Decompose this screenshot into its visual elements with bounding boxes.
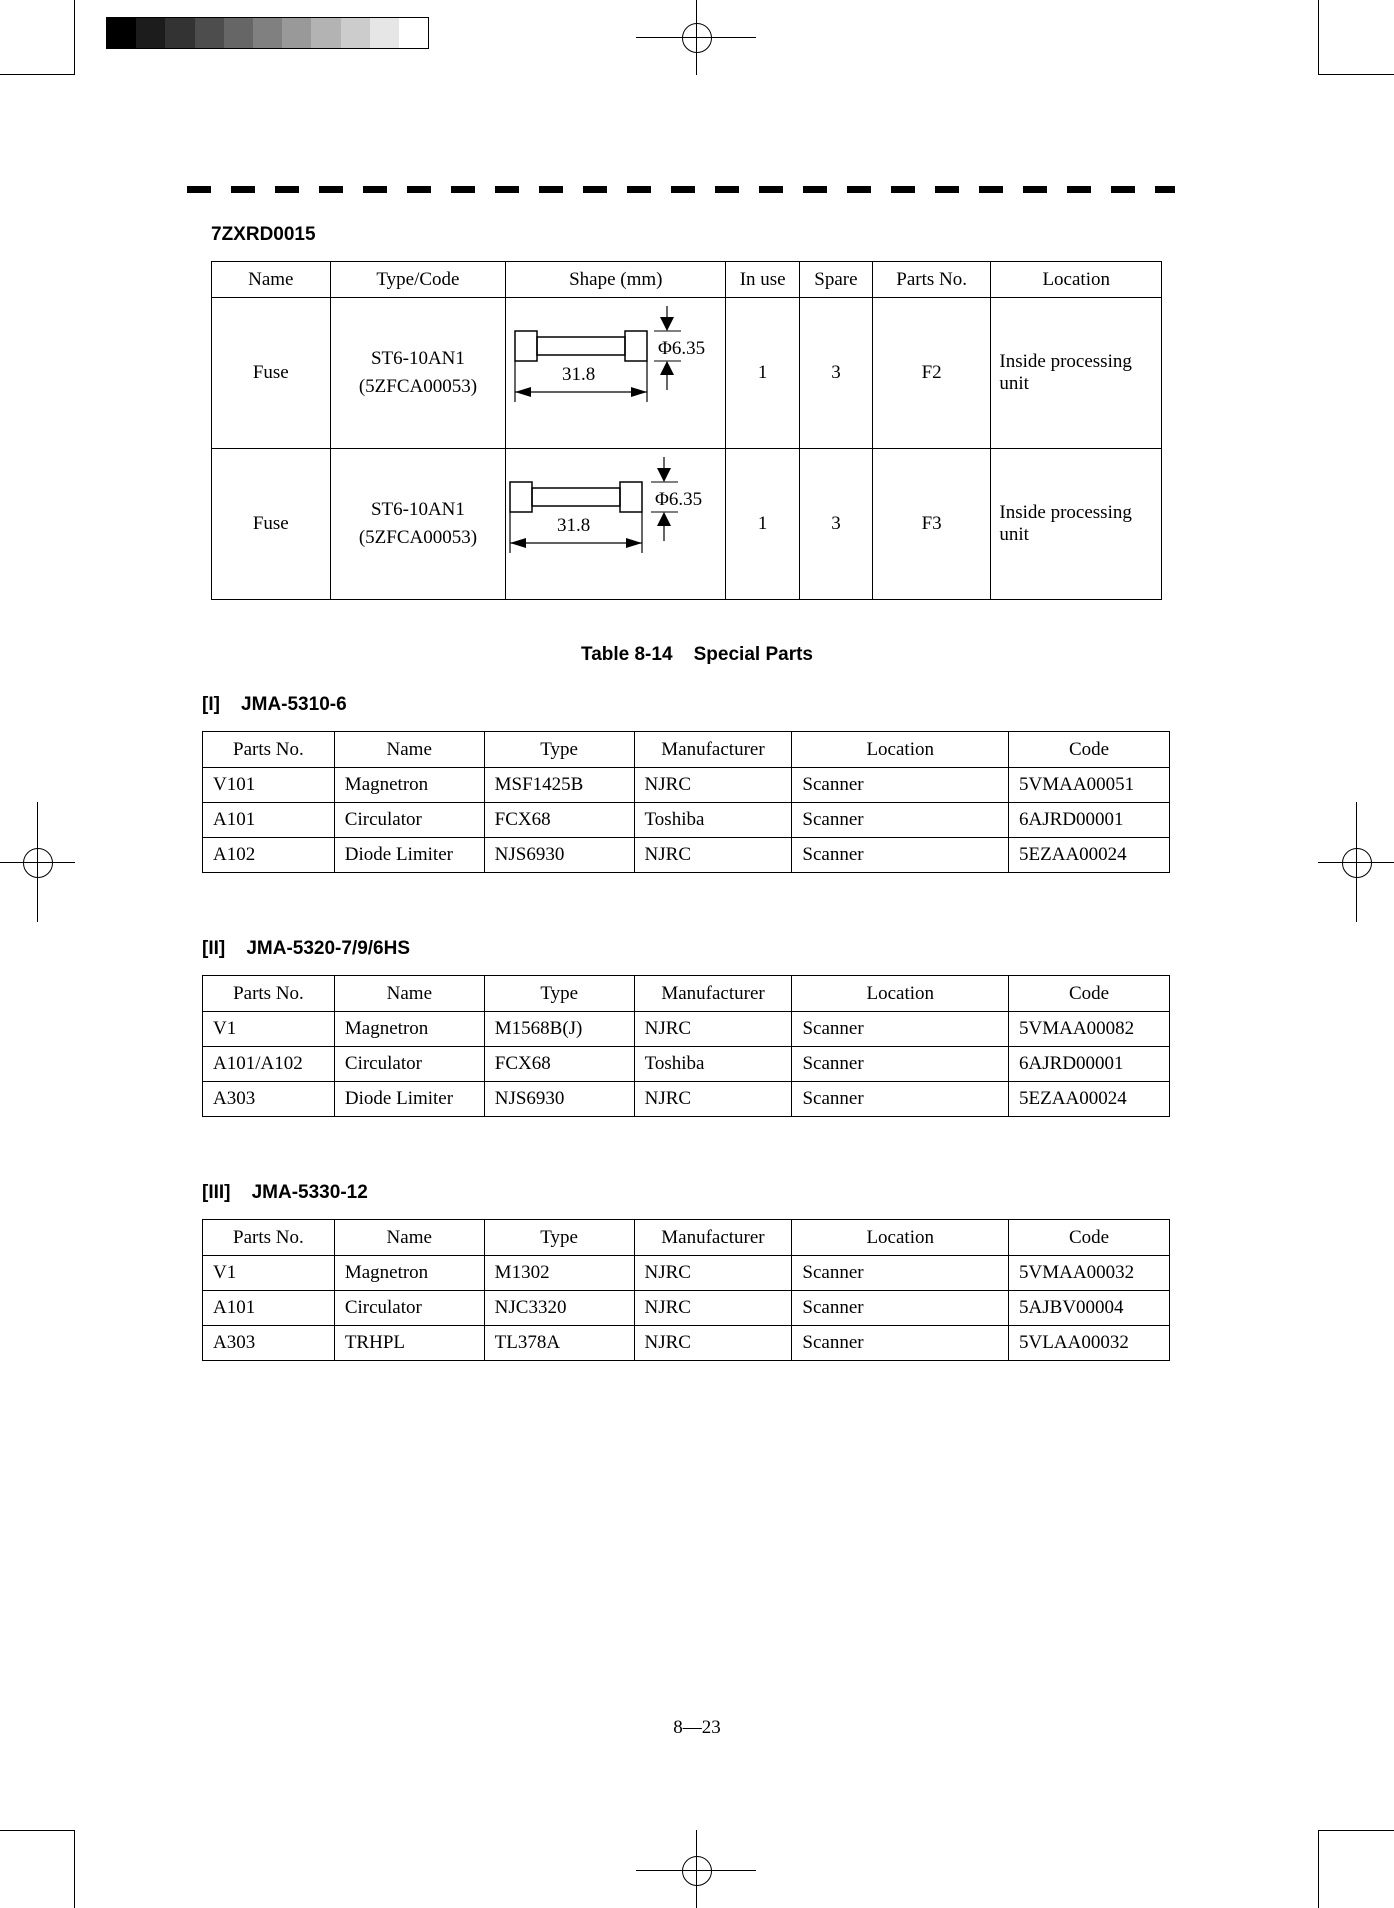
fuse-in-use: 1	[726, 449, 800, 600]
table-header-row	[212, 262, 1162, 298]
header-spare: Spare	[800, 262, 873, 298]
section-heading-2: [II] JMA-5320-7/9/6HS	[202, 938, 411, 959]
header-parts-no: Parts No.	[203, 976, 335, 1012]
cell-location: Scanner	[792, 838, 1009, 873]
table-row	[203, 1082, 1170, 1117]
header-location: Location	[792, 732, 1009, 768]
table-row	[203, 1012, 1170, 1047]
header-code: Code	[1009, 732, 1170, 768]
cell-manufacturer: Toshiba	[634, 803, 792, 838]
cell-parts-no: V1	[203, 1012, 335, 1047]
table-row	[203, 803, 1170, 838]
cell-code: 6AJRD00001	[1009, 803, 1170, 838]
section-code: 7ZXRD0015	[211, 224, 316, 245]
cell-location: Scanner	[792, 1047, 1009, 1082]
table-row	[212, 449, 1162, 600]
cell-parts-no: A303	[203, 1082, 335, 1117]
fuse-code: (5ZFCA00053)	[358, 376, 478, 397]
table-row	[203, 1047, 1170, 1082]
grey-scale-bar	[106, 17, 429, 49]
table-row	[203, 1326, 1170, 1361]
parts-table-3	[202, 1219, 1170, 1361]
fuse-type: ST6-10AN1	[370, 348, 465, 369]
cell-parts-no: A101	[203, 1291, 335, 1326]
header-name: Name	[334, 1220, 484, 1256]
table-row	[203, 1291, 1170, 1326]
fuse-shape-drawing	[506, 449, 726, 600]
header-name: Name	[334, 732, 484, 768]
cell-code: 5AJBV00004	[1009, 1291, 1170, 1326]
fuse-length-label: 31.8	[562, 364, 596, 385]
cell-type: NJS6930	[484, 838, 634, 873]
cell-type: M1302	[484, 1256, 634, 1291]
header-code: Code	[1009, 1220, 1170, 1256]
page-number: 8—23	[673, 1717, 721, 1738]
cell-code: 5VMAA00051	[1009, 768, 1170, 803]
cell-manufacturer: NJRC	[634, 1012, 792, 1047]
cell-name: TRHPL	[334, 1326, 484, 1361]
fuse-name: Fuse	[212, 298, 331, 449]
cell-location: Scanner	[792, 1291, 1009, 1326]
header-name: Name	[212, 262, 331, 298]
cell-manufacturer: NJRC	[634, 838, 792, 873]
cell-manufacturer: NJRC	[634, 768, 792, 803]
cell-name: Circulator	[334, 1047, 484, 1082]
header-code: Code	[1009, 976, 1170, 1012]
table-header-row	[203, 1220, 1170, 1256]
cell-type: NJS6930	[484, 1082, 634, 1117]
cell-location: Scanner	[792, 1012, 1009, 1047]
header-location: Location	[792, 976, 1009, 1012]
table-row	[203, 768, 1170, 803]
cell-manufacturer: NJRC	[634, 1256, 792, 1291]
cell-name: Diode Limiter	[334, 838, 484, 873]
cell-parts-no: A101	[203, 803, 335, 838]
fuse-shape-drawing	[506, 298, 726, 449]
cell-location: Scanner	[792, 1256, 1009, 1291]
cell-type: MSF1425B	[484, 768, 634, 803]
cell-parts-no: A102	[203, 838, 335, 873]
fuse-name: Fuse	[212, 449, 331, 600]
header-in-use: In use	[726, 262, 800, 298]
cell-name: Diode Limiter	[334, 1082, 484, 1117]
cell-location: Scanner	[792, 1082, 1009, 1117]
fuse-diagram	[506, 449, 725, 593]
table-row	[203, 1256, 1170, 1291]
cell-location: Scanner	[792, 1326, 1009, 1361]
fuse-location: Inside processing unit	[991, 298, 1162, 449]
fuse-type: ST6-10AN1	[370, 499, 465, 520]
cell-code: 5EZAA00024	[1009, 1082, 1170, 1117]
parts-table-1	[202, 731, 1170, 873]
header-type: Type	[484, 1220, 634, 1256]
table-row	[203, 838, 1170, 873]
fuse-parts-no: F3	[872, 449, 991, 600]
header-type: Type	[484, 976, 634, 1012]
section-heading-3: [III] JMA-5330-12	[202, 1182, 368, 1203]
cell-type: FCX68	[484, 1047, 634, 1082]
cell-type: NJC3320	[484, 1291, 634, 1326]
fuse-table	[211, 261, 1162, 600]
header-parts-no: Parts No.	[203, 732, 335, 768]
fuse-length-label: 31.8	[557, 515, 591, 536]
cell-code: 5EZAA00024	[1009, 838, 1170, 873]
cell-name: Magnetron	[334, 1256, 484, 1291]
table-row	[212, 298, 1162, 449]
header-name: Name	[334, 976, 484, 1012]
header-location: Location	[991, 262, 1162, 298]
header-type-code: Type/Code	[330, 262, 506, 298]
fuse-diameter-label: Φ6.35	[658, 338, 706, 359]
header-dashed-rule	[187, 186, 1175, 193]
cell-type: FCX68	[484, 803, 634, 838]
header-manufacturer: Manufacturer	[634, 976, 792, 1012]
cell-name: Magnetron	[334, 768, 484, 803]
parts-table-2	[202, 975, 1170, 1117]
cell-location: Scanner	[792, 803, 1009, 838]
section-heading-1: [I] JMA-5310-6	[202, 694, 347, 715]
cell-code: 5VMAA00082	[1009, 1012, 1170, 1047]
cell-parts-no: A303	[203, 1326, 335, 1361]
table-title: Table 8-14 Special Parts	[581, 644, 813, 665]
cell-manufacturer: NJRC	[634, 1326, 792, 1361]
header-parts-no: Parts No.	[872, 262, 991, 298]
fuse-diagram	[506, 298, 725, 442]
cell-code: 5VLAA00032	[1009, 1326, 1170, 1361]
fuse-spare: 3	[800, 449, 873, 600]
fuse-type-code	[330, 298, 506, 449]
cell-manufacturer: NJRC	[634, 1082, 792, 1117]
fuse-parts-no: F2	[872, 298, 991, 449]
header-parts-no: Parts No.	[203, 1220, 335, 1256]
cell-name: Circulator	[334, 803, 484, 838]
cell-parts-no: A101/A102	[203, 1047, 335, 1082]
table-header-row	[203, 732, 1170, 768]
cell-code: 5VMAA00032	[1009, 1256, 1170, 1291]
header-manufacturer: Manufacturer	[634, 732, 792, 768]
fuse-in-use: 1	[726, 298, 800, 449]
cell-type: M1568B(J)	[484, 1012, 634, 1047]
cell-location: Scanner	[792, 768, 1009, 803]
header-location: Location	[792, 1220, 1009, 1256]
table-header-row	[203, 976, 1170, 1012]
cell-parts-no: V101	[203, 768, 335, 803]
cell-code: 6AJRD00001	[1009, 1047, 1170, 1082]
fuse-type-code	[330, 449, 506, 600]
fuse-location: Inside processing unit	[991, 449, 1162, 600]
cell-manufacturer: Toshiba	[634, 1047, 792, 1082]
cell-manufacturer: NJRC	[634, 1291, 792, 1326]
fuse-spare: 3	[800, 298, 873, 449]
cell-name: Magnetron	[334, 1012, 484, 1047]
cell-parts-no: V1	[203, 1256, 335, 1291]
fuse-code: (5ZFCA00053)	[358, 527, 478, 548]
header-shape: Shape (mm)	[506, 262, 726, 298]
header-type: Type	[484, 732, 634, 768]
header-manufacturer: Manufacturer	[634, 1220, 792, 1256]
fuse-diameter-label: Φ6.35	[655, 489, 703, 510]
cell-type: TL378A	[484, 1326, 634, 1361]
cell-name: Circulator	[334, 1291, 484, 1326]
